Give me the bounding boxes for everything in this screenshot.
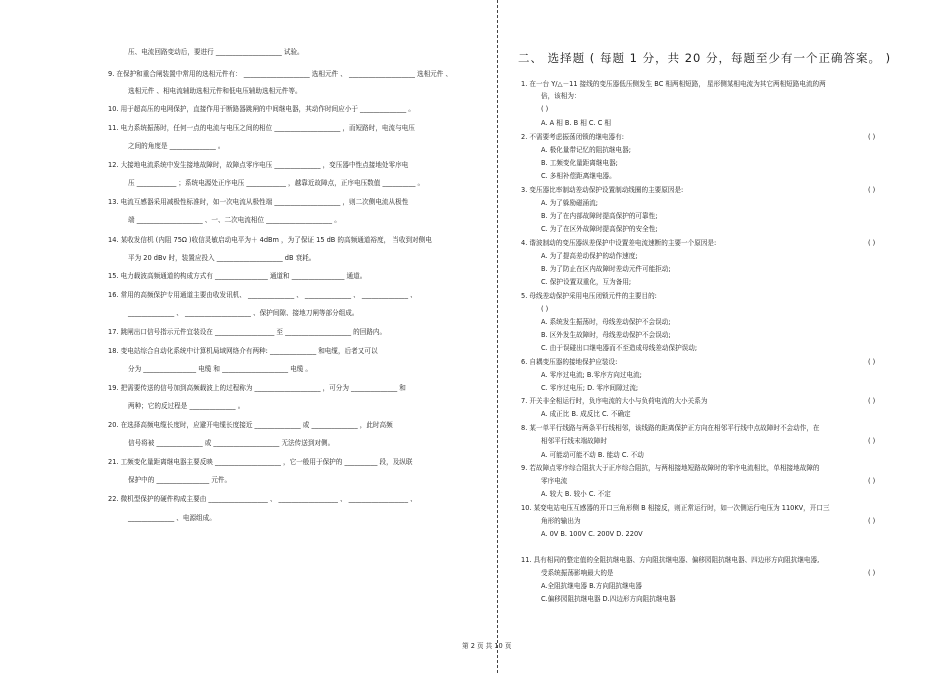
question-line: 平为 20 dBv 时，装置应投入 ____________________ dB 衰耗。	[128, 254, 316, 262]
question-line: 保护中的 ________________ 元件。	[128, 476, 232, 484]
question-line: 信号将被 ______________ 或 ____________________ 无法传送到对侧。	[128, 439, 335, 447]
answer-parenthesis: ( )	[868, 437, 876, 445]
question-line: 之间的角度是 ______________ 。	[128, 142, 225, 150]
question-line: 角形的输出为	[541, 517, 581, 525]
question-line: A. A 相 B. B 相 C. C 相	[541, 119, 611, 127]
question-line: ______________ 、电源组成。	[128, 514, 216, 522]
question-line: C. 保护设置双重化，互为备用;	[541, 278, 632, 286]
question-line: 9. 在保护和重合闸装置中常用的选相元件有： ____________________ 选相元件 、 ____________________ 选相元件 、	[108, 70, 453, 78]
question-line: A. 0V B. 100V C. 200V D. 220V	[541, 530, 643, 538]
question-line: 压 ____________ ；系统电源处正序电压 ____________ ，越靠近故障点，正序电压数值 __________ 。	[128, 179, 425, 187]
answer-parenthesis: ( )	[868, 186, 876, 194]
question-line: 相邻平行线末端故障时	[541, 437, 607, 445]
question-line: 14. 某收发信机 (内阻 75Ω )收信灵敏启动电平为＋ 4dBm ，为了保证 15 dB 的高频通道裕度， 当收到对侧电	[108, 236, 432, 244]
question-line: 6. 自耦变压器的接地保护应装设:	[521, 358, 618, 366]
question-line: B. 区外发生故障时，母线差动保护不会误动;	[541, 331, 671, 339]
question-line: 17. 跳闸出口信号指示元件宜装设在 __________________ 至 ____________________ 的回路内。	[108, 328, 387, 336]
question-line: B. 为了在内部故障时提高保护的可靠性;	[541, 212, 658, 220]
answer-parenthesis: ( )	[868, 133, 876, 141]
answer-parenthesis: ( )	[868, 358, 876, 366]
question-line: 分为 ________________ 电缆 和 ____________________ 电缆 。	[128, 365, 313, 373]
answer-parenthesis: ( )	[868, 239, 876, 247]
question-line: ______________ 、 ____________________ 、保护间隙、接地刀闸等部分组成。	[128, 309, 359, 317]
question-line: ( )	[541, 105, 549, 113]
question-line: 21. 工频变化量距离继电器主要反映 ____________________ ，它一般用于保护的 __________ 段，及纵联	[108, 458, 413, 466]
question-line: A. 零序过电流; B.零序方向过电流;	[541, 371, 642, 379]
answer-parenthesis: ( )	[868, 477, 876, 485]
question-line: A. 为了提高差动保护的动作速度;	[541, 252, 638, 260]
question-line: 10. 某变电站电压互感器的开口三角形侧 B 相接反，则正常运行时，如一次侧运行电压为 110KV，开口三	[521, 504, 830, 512]
question-line: 11. 具有相同的整定值的全阻抗继电器、方向阻抗继电器、偏移园阻抗继电器、四边形方向阻抗继电器,	[521, 556, 820, 564]
page-footer: 第 2 页 共 10 页	[462, 642, 512, 650]
question-line: C.偏移园阻抗继电器 D.四边形方向阻抗继电器	[541, 595, 676, 603]
question-line: ( )	[541, 305, 549, 313]
question-line: A. 可能动可能不动 B. 能动 C. 不动	[541, 451, 644, 459]
question-line: 端 ____________________ 、一、二次电流相位 ____________________ 。	[128, 216, 341, 224]
answer-parenthesis: ( )	[868, 569, 876, 577]
question-line: 16. 常用的高频保护专用通道主要由收发讯机、 ______________ 、 ______________ 、 ______________ 、	[108, 291, 417, 299]
question-line: B. 工频变化量距离继电器;	[541, 159, 618, 167]
answer-parenthesis: ( )	[868, 517, 876, 525]
question-line: A. 极化量带记忆的阻抗继电器;	[541, 146, 631, 154]
question-line: 22. 微机型保护的硬件构成主要由 __________________ 、 __________________ 、 __________________ 、	[108, 495, 417, 503]
question-line: 13. 电流互感器采用减极性标准时，如一次电流从极性端 ____________________ ，则二次侧电流从极性	[108, 198, 409, 206]
question-line: C. 多相补偿距离继电器。	[541, 172, 616, 180]
page-fold-divider	[497, 0, 498, 673]
question-line: 零序电流	[541, 477, 568, 485]
question-line: 18. 变电站综合自动化系统中计算机局域网络介有两种: ______________ 和电缆，后者又可以	[108, 347, 378, 355]
question-line: 压、电流回路变动后，要进行 ____________________ 试验。	[128, 48, 304, 56]
question-line: 选相元件 、相电流辅助选相元件和低电压辅助选相元件等。	[128, 87, 302, 95]
question-line: A. 系统发生振荡时，母线差动保护不会误动;	[541, 318, 671, 326]
question-line: 20. 在选择高频电缆长度时，应避开电缆长度接近 ______________ 或 ______________ ，此时高频	[108, 421, 393, 429]
question-line: A. 成正比 B. 成反比 C. 不确定	[541, 410, 631, 418]
question-line: 10. 用于超高压的电网保护，直接作用于断路器跳闸的中间继电器，其动作时间应小于 ______________ 。	[108, 105, 415, 113]
section-title: 二、 选择题 ( 每题 1 分，共 20 分，每题至少有一个正确答案。 )	[518, 51, 892, 65]
question-line: 5. 母线差动保护采用电压闭锁元件的主要目的:	[521, 292, 657, 300]
question-line: 15. 电力载波高频通道的构成方式有 ________________ 通道和 ________________ 通道。	[108, 272, 367, 280]
answer-parenthesis: ( )	[868, 397, 876, 405]
question-line: A.全阻抗继电器 B.方向阻抗继电器	[541, 582, 642, 590]
question-line: 4. 谐波制动的变压器纵差保护中设置差电流速断的主要一个原因是:	[521, 239, 717, 247]
question-line: 2. 不需要考虑振荡闭锁的继电器有:	[521, 133, 624, 141]
question-line: 倍，该相为：	[541, 92, 581, 100]
question-line: 两种；它的反过程是 ______________ 。	[128, 402, 245, 410]
question-line: 11. 电力系统振荡时，任何一点的电流与电压之间的相位 ____________________ ，而短路时，电流与电压	[108, 124, 415, 132]
question-line: 受系统振荡影响最大的是	[541, 569, 614, 577]
question-line: 3. 变压器比率制动差动保护设置制动线圈的主要原因是:	[521, 186, 684, 194]
question-line: A. 为了躲励磁涌流;	[541, 199, 598, 207]
question-line: B. 为了防止在区内故障时差动元件可能拒动;	[541, 265, 671, 273]
question-line: 12. 大接地电流系统中发生接地故障时，故障点零序电压 ______________ ，变压器中性点接地处零序电	[108, 161, 409, 169]
question-line: 9. 若故障点零序综合阻抗大于正序综合阻抗，与两相接地短路故障时的零序电流相比，单相接地故障的	[521, 464, 820, 472]
question-line: A. 较大 B. 较小 C. 不定	[541, 490, 611, 498]
question-line: 7. 开关非全相运行时，负序电流的大小与负荷电流的大小关系为	[521, 397, 708, 405]
question-line: C. 由于误碰出口继电器而不至造成母线差动保护误动;	[541, 344, 698, 352]
question-line: 19. 把需要传送的信号加到高频载波上的过程称为 ____________________ ，可分为 ______________ 和	[108, 384, 406, 392]
question-line: 8. 某一单平行线路与两条平行线相邻，该线路的距离保护正方向在相邻平行线中点故障时不会动作，在	[521, 424, 820, 432]
question-line: C. 零序过电压; D. 零序间隙过流;	[541, 384, 639, 392]
question-line: C. 为了在区外故障时提高保护的安全性;	[541, 225, 658, 233]
question-line: 1. 在一台 Y/△－11 接线的变压器低压侧发生 BC 相两相短路， 星形侧某相电流为其它两相短路电流的两	[521, 80, 826, 88]
